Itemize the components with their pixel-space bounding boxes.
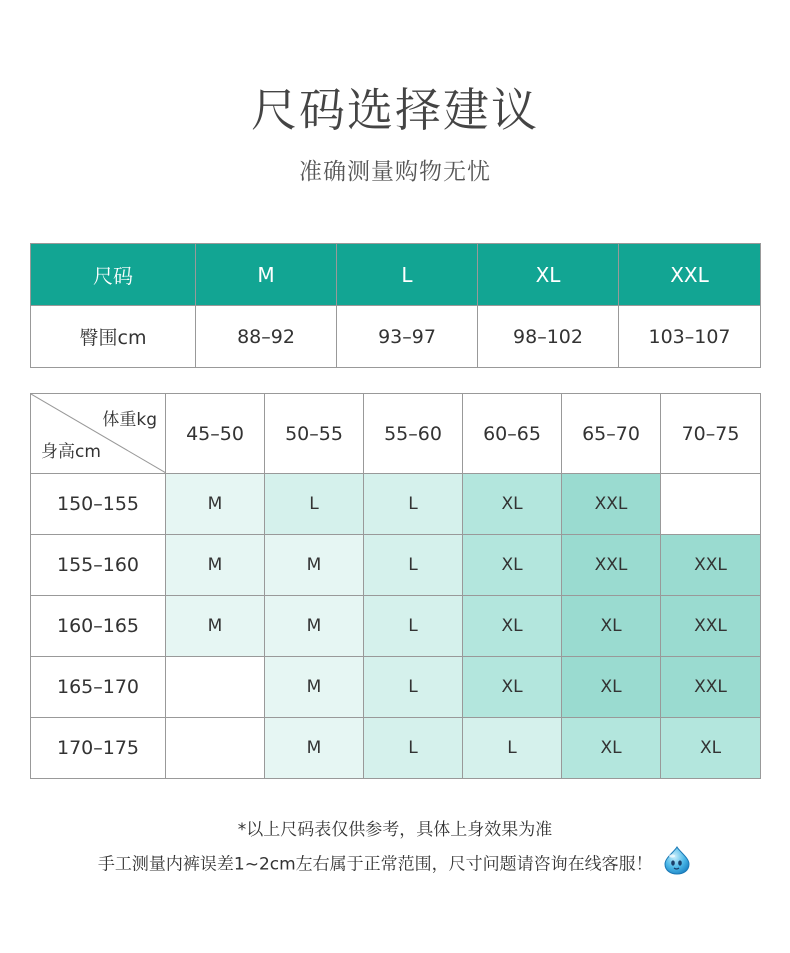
weight-header-cell: 55–60 <box>364 394 463 474</box>
weight-header-cell: 70–75 <box>661 394 761 474</box>
size-cell: XXL <box>562 474 661 535</box>
height-row <box>31 474 761 535</box>
size-cell: XL <box>562 657 661 718</box>
size-cell: XL <box>562 718 661 779</box>
height-row <box>31 718 761 779</box>
size-cell: L <box>265 474 364 535</box>
page-subtitle: 准确测量购物无忧 <box>299 159 491 185</box>
height-label-cell: 150–155 <box>31 474 166 535</box>
size-header-cell: L <box>337 244 478 306</box>
weight-header-cell: 45–50 <box>166 394 265 474</box>
size-cell: M <box>265 657 364 718</box>
size-cell <box>661 474 761 535</box>
size-cell: XL <box>463 474 562 535</box>
size-cell: M <box>265 596 364 657</box>
height-label-cell: 165–170 <box>31 657 166 718</box>
size-cell: XL <box>562 596 661 657</box>
size-cell: XXL <box>661 596 761 657</box>
hip-value-cell: 88–92 <box>196 306 337 368</box>
hip-value-cell: 93–97 <box>337 306 478 368</box>
size-cell: M <box>166 474 265 535</box>
size-cell: L <box>364 474 463 535</box>
size-cell: L <box>364 718 463 779</box>
height-label-cell: 170–175 <box>31 718 166 779</box>
size-cell: XL <box>463 535 562 596</box>
size-cell: L <box>364 596 463 657</box>
height-row <box>31 535 761 596</box>
height-label-cell: 160–165 <box>31 596 166 657</box>
size-header-cell: 尺码 <box>31 244 196 306</box>
weight-header-cell: 60–65 <box>463 394 562 474</box>
height-row <box>31 596 761 657</box>
size-cell: M <box>265 718 364 779</box>
weight-header-cell: 50–55 <box>265 394 364 474</box>
page-title: 尺码选择建议 <box>251 83 539 137</box>
height-axis-label: 身高cm <box>41 442 101 462</box>
size-table-header-row <box>31 244 761 306</box>
hip-value-cell: 103–107 <box>619 306 761 368</box>
size-cell: L <box>364 535 463 596</box>
size-cell: XXL <box>661 657 761 718</box>
size-header-cell: XL <box>478 244 619 306</box>
hip-row <box>31 306 761 368</box>
height-row <box>31 657 761 718</box>
weight-axis-label: 体重kg <box>102 410 157 430</box>
size-cell: L <box>364 657 463 718</box>
measurement-note <box>0 845 790 884</box>
size-cell: M <box>166 535 265 596</box>
size-header-cell: XXL <box>619 244 761 306</box>
measurement-note-text: 手工测量内裤误差1~2cm左右属于正常范围，尺寸问题请咨询在线客服！ <box>97 854 653 875</box>
disclaimer-note: *以上尺码表仅供参考，具体上身效果为准 <box>237 820 553 840</box>
weight-header-row <box>31 394 761 474</box>
size-header-cell: M <box>196 244 337 306</box>
size-cell: XXL <box>661 535 761 596</box>
water-drop-mascot-icon <box>662 845 692 884</box>
height-label-cell: 155–160 <box>31 535 166 596</box>
size-cell: M <box>265 535 364 596</box>
hip-label-cell: 臀围cm <box>31 306 196 368</box>
size-cell: L <box>463 718 562 779</box>
hip-value-cell: 98–102 <box>478 306 619 368</box>
weight-header-cell: 65–70 <box>562 394 661 474</box>
size-cell <box>166 718 265 779</box>
size-cell <box>166 657 265 718</box>
size-cell: XL <box>463 657 562 718</box>
size-cell: XL <box>463 596 562 657</box>
size-recommendation-table <box>30 393 761 779</box>
size-cell: XXL <box>562 535 661 596</box>
corner-cell <box>31 394 166 474</box>
size-cell: XL <box>661 718 761 779</box>
hip-size-table <box>30 243 761 368</box>
size-cell: M <box>166 596 265 657</box>
